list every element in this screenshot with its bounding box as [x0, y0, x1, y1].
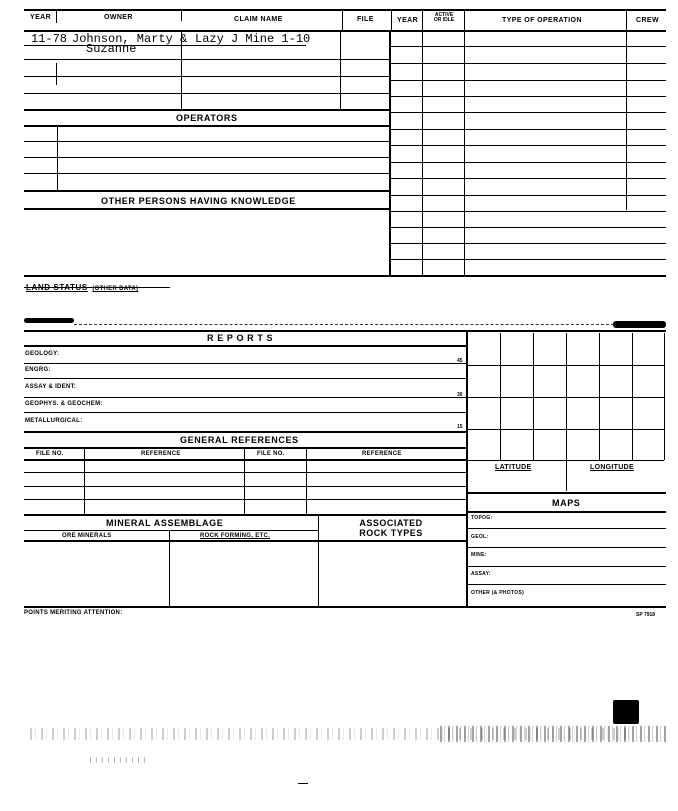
header-owner: OWNER	[104, 14, 133, 21]
land-status-subheading: (OTHER DATA)	[92, 286, 139, 292]
report-num-metallurgical: 15	[457, 424, 463, 430]
header-claim-name: CLAIM NAME	[234, 16, 283, 23]
mineral-col-ore-minerals: ORE MINERALS	[62, 533, 112, 539]
longitude-label: LONGITUDE	[590, 464, 634, 471]
latitude-label: LATITUDE	[495, 464, 532, 471]
report-label-assay: ASSAY & IDENT:	[25, 384, 77, 390]
maps-other: OTHER (& PHOTOS)	[471, 590, 525, 596]
maps-assay: ASSAY:	[471, 571, 491, 577]
header-active-or-idle	[424, 13, 464, 23]
ref-col-reference-2: REFERENCE	[362, 451, 402, 457]
entry-claim: Lazy J Mine 1-10	[195, 32, 311, 46]
report-label-geology: GEOLOGY:	[25, 351, 60, 357]
maps-mine: MINE:	[471, 552, 487, 558]
other-persons-heading: OTHER PERSONS HAVING KNOWLEDGE	[101, 196, 296, 206]
header-year-2: YEAR	[397, 17, 419, 24]
report-label-metallurgical: METALLURGICAL:	[25, 418, 83, 424]
header-file: FILE	[357, 16, 374, 23]
mineral-assemblage-heading: MINERAL ASSEMBLAGE	[106, 518, 224, 528]
points-meriting-attention: POINTS MERITING ATTENTION:	[24, 610, 123, 616]
land-status-heading: LAND STATUS	[26, 283, 88, 292]
report-num-geology: 45	[457, 358, 463, 364]
entry-year: 11-78	[31, 32, 68, 46]
maps-geol: GEOL:	[471, 534, 489, 540]
report-label-engrg: ENGRG:	[25, 367, 51, 373]
form-number: SP 7918	[636, 612, 656, 618]
ref-col-file-no-1: FILE NO.	[36, 451, 64, 457]
report-label-geophys: GEOPHYS. & GEOCHEM:	[25, 401, 103, 407]
operators-heading: OPERATORS	[176, 113, 238, 123]
general-references-heading: GENERAL REFERENCES	[180, 435, 299, 445]
report-num-assay: 30	[457, 392, 463, 398]
header-type-of-operation: TYPE OF OPERATION	[502, 17, 582, 24]
header-active-line2: OR IDLE	[433, 17, 455, 23]
associated-rock-types-heading	[330, 518, 452, 538]
mineral-col-rock-forming: ROCK FORMING, ETC.	[200, 533, 271, 539]
entry-owner-line2: Suzanne	[86, 42, 137, 56]
scan-blot-left	[24, 318, 74, 323]
entry-owner-line1: Johnson, Marty &	[72, 32, 188, 46]
associated-line2: ROCK TYPES	[359, 528, 423, 538]
ref-col-reference-1: REFERENCE	[141, 451, 181, 457]
reports-heading: R E P O R T S	[207, 333, 274, 343]
associated-line1: ASSOCIATED	[359, 518, 423, 528]
header-year: YEAR	[30, 14, 52, 21]
scan-blot-right	[613, 321, 666, 328]
maps-topog: TOPOG:	[471, 515, 493, 521]
ref-col-file-no-2: FILE NO.	[257, 451, 285, 457]
maps-heading: MAPS	[552, 498, 581, 508]
header-crew: CREW	[636, 17, 659, 24]
header-active-line1: ACTIVE	[434, 12, 454, 18]
